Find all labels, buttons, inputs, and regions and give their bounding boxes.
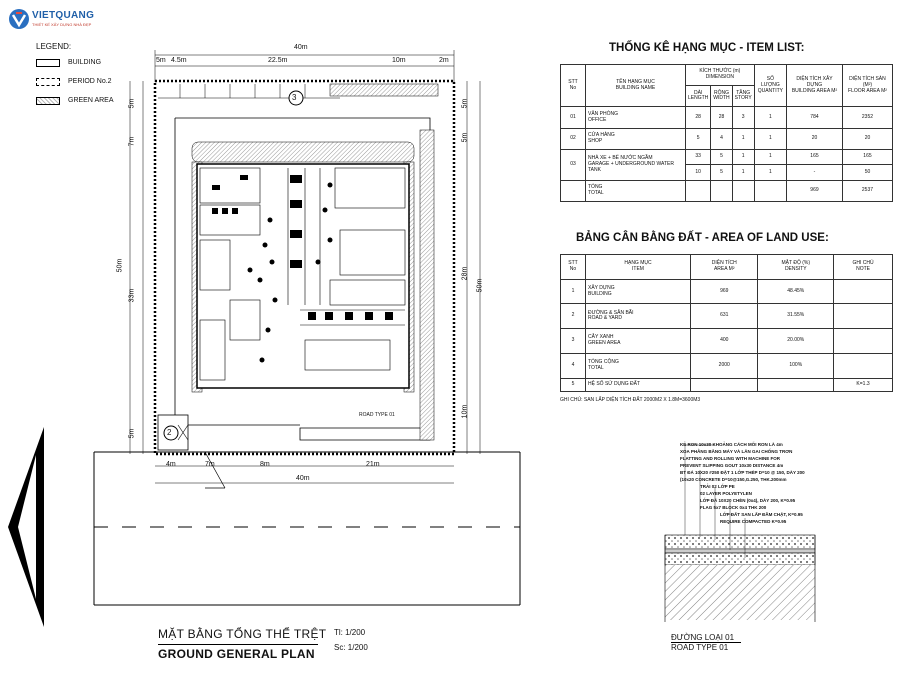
plan-title-vn: MẶT BẰNG TỔNG THỂ TRỆT — [158, 627, 327, 641]
land-use-footnote: GHI CHÚ: SAN LẤP DIỆN TÍCH ĐẤT 2000M2 X 1.8M=3600M3 — [560, 397, 701, 403]
th-building-area: DIỆN TÍCH XÂY DỰNG BUILDING AREA M² — [787, 65, 843, 107]
dim-right: 28m — [461, 266, 469, 281]
th-name: TÊN HẠNG MỤC BUILDING NAME — [586, 65, 686, 107]
road-title-en: ROAD TYPE 01 — [671, 643, 729, 652]
dim-left: 5m — [128, 428, 136, 439]
logo-tagline: THIẾT KẾ XÂY DỰNG NHÀ ĐẸP — [32, 22, 92, 27]
table-row: 4 TỔNG CỘNG TOTAL 2000 100% — [561, 353, 893, 378]
land-use-table — [560, 254, 893, 392]
dim-top: 22.5m — [268, 57, 288, 64]
dim-top: 10m — [392, 57, 406, 64]
plan-title-en: GROUND GENERAL PLAN — [158, 647, 315, 661]
table-row: 03 NHÀ XE + BỂ NƯỚC NGẦM GARAGE + UNDERGROUND WATER TANK 33 5 1 1 165 165 — [561, 149, 893, 164]
th-area: DIỆN TÍCH AREA M² — [691, 255, 758, 280]
dim-bottom: 4m — [166, 461, 176, 468]
road-section-title — [671, 633, 741, 652]
dim-bottom: 7m — [205, 461, 215, 468]
dim-right: 10m — [461, 404, 469, 419]
dim-bottom-total: 40m — [296, 475, 310, 482]
plan-scale-vn: Tl: 1/200 — [334, 628, 366, 637]
legend-title: LEGEND: — [36, 42, 72, 51]
table-row: 1 XÂY DỰNG BUILDING 969 48.45% — [561, 279, 893, 304]
road-type-label: ROAD TYPE 01 — [359, 412, 395, 418]
table-row: 02 CỬA HÀNG SHOP 5 4 1 1 20 20 — [561, 128, 893, 149]
dim-right: 5m — [461, 132, 469, 143]
th-stt: STT No — [561, 65, 586, 107]
legend-label: GREEN AREA — [68, 97, 114, 104]
dim-right-total: 50m — [476, 278, 484, 293]
table-row: 01 VĂN PHÒNG OFFICE 28 28 3 1 784 2352 — [561, 107, 893, 128]
item-list-title: THỐNG KÊ HẠNG MỤC - ITEM LIST: — [609, 42, 805, 54]
th-floor-area: DIỆN TÍCH SÀN (M²) FLOOR AREA M² — [842, 65, 892, 107]
th-stt: STT No — [561, 255, 586, 280]
th-story: TẦNG STORY — [732, 86, 754, 107]
land-use-title: BẢNG CÂN BẰNG ĐẤT - AREA OF LAND USE: — [576, 232, 829, 244]
marker-2: 2 — [167, 428, 172, 437]
dim-bottom: 21m — [366, 461, 380, 468]
th-length: DÀI LENGTH — [686, 86, 711, 107]
dim-left-total: 50m — [116, 258, 124, 273]
plan-title-block — [158, 625, 380, 663]
dim-left: 7m — [128, 136, 136, 147]
table-row: 10 5 1 1 - 50 — [561, 165, 893, 180]
road-title-vn: ĐƯỜNG LOẠI 01 — [671, 633, 735, 642]
dim-top: 5m — [156, 57, 166, 64]
marker-3: 3 — [292, 93, 297, 102]
th-density: MẬT ĐỘ (%) DENSITY — [758, 255, 834, 280]
road-section-labels: KẺ RON 10x30 KHOẢNG CÁCH MỖI RON LÀ 4m XOA PHẲNG BẰNG MÁY VÀ LĂN GAI CHỐNG TRƠN FLATTING AND ROLLING WITH MACHINE FOR PREVENT SLIPPING GOUT 10x30 DISTANCE 4m BT ĐÁ 10X20 #250 ĐẶT 1 LỚP THÉP D=10 @ 150, DÀY 200 (10x20 CONCRETE D=10@150,G.250, THK.200mm TRẢI 02 LỚP PE 02 LAYER POLYETYLEN LỚP ĐÁ 10X20 CHÈN (0x4), DÀY 200, K=0.95 FLAG 5x7 BLOCK 0x4 THK 200 LỚP ĐẤT SAN LẤP ĐẦM CHẶT, K=0.95 REQUIRE COMPACTED K=0.95 — [680, 442, 805, 524]
table-row: 5 HỆ SỐ SỬ DỤNG ĐẤT K=1.3 — [561, 378, 893, 391]
dim-right: 5m — [461, 98, 469, 109]
dim-top-total: 40m — [294, 44, 308, 51]
logo-name: VIETQUANG — [32, 10, 95, 21]
plan-scale-en: Sc: 1/200 — [334, 643, 368, 652]
dim-left: 33m — [128, 288, 136, 303]
th-width: RỘNG WIDTH — [711, 86, 732, 107]
legend-label: BUILDING — [68, 59, 102, 66]
dim-top: 4.5m — [171, 57, 187, 64]
dim-left: 5m — [128, 98, 136, 109]
legend-label: PERIOD No.2 — [68, 78, 112, 85]
th-note: GHI CHÚ NOTE — [834, 255, 893, 280]
table-row-total: TỔNG TOTAL 969 2537 — [561, 180, 893, 201]
dim-bottom: 8m — [260, 461, 270, 468]
th-dimension: KÍCH THƯỚC (m) DIMENSION — [686, 65, 755, 86]
dim-top: 2m — [439, 57, 449, 64]
item-list-table — [560, 64, 893, 202]
th-quantity: SỐ LƯỢNG QUANTITY — [754, 65, 786, 107]
table-row: 2 ĐƯỜNG & SÂN BÃI ROAD & YARD 631 31.55% — [561, 304, 893, 329]
th-item: HẠNG MỤC ITEM — [586, 255, 691, 280]
table-row: 3 CÂY XANH GREEN AREA 400 20.00% — [561, 329, 893, 354]
